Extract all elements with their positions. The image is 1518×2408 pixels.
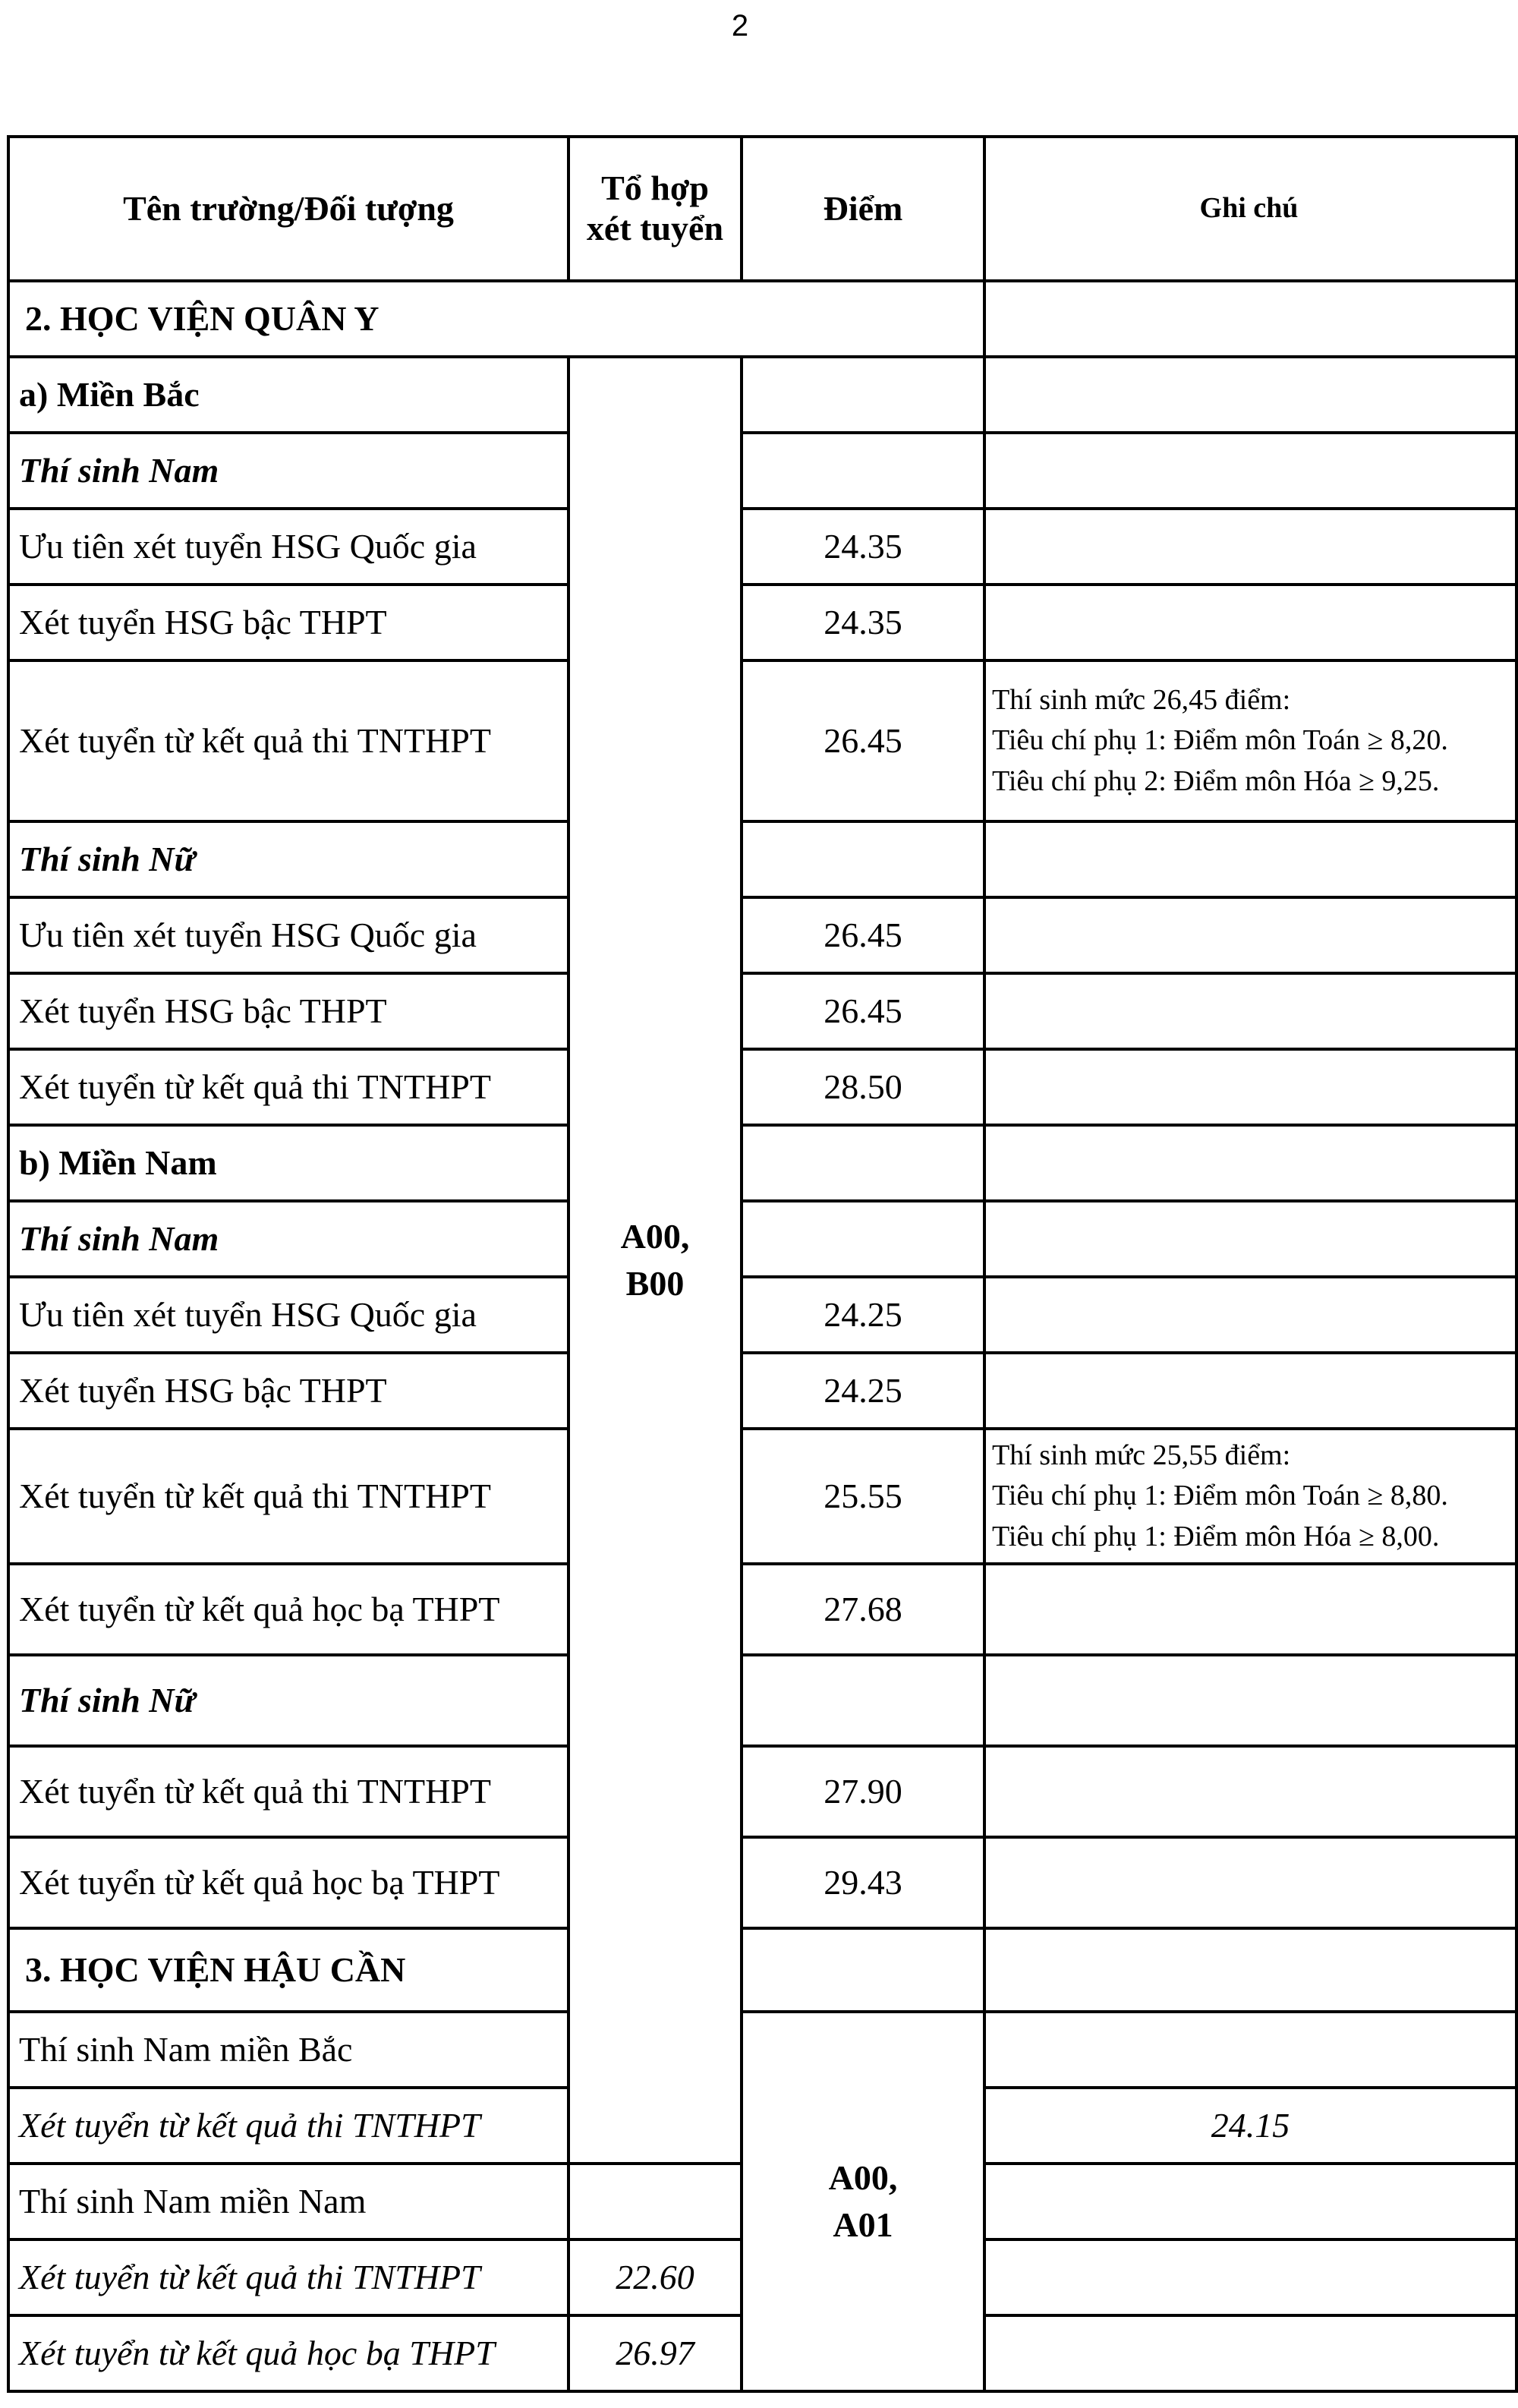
note-cell [984, 821, 1516, 897]
table-row [8, 2012, 1516, 2088]
table-row [8, 897, 1516, 973]
note-cell [984, 1746, 1516, 1837]
header-note: Ghi chú [984, 137, 1516, 281]
group-label: Thí sinh Nam miền Nam [8, 2164, 568, 2239]
region-label: b) Miền Nam [8, 1125, 568, 1201]
score-cell: 26.45 [742, 660, 984, 821]
header-school: Tên trường/Đối tượng [8, 137, 568, 281]
table-row [8, 1353, 1516, 1429]
table-row [8, 973, 1516, 1049]
row-label: Xét tuyển từ kết quả học bạ THPT [8, 1837, 568, 1928]
note-cell [984, 1655, 1516, 1746]
section-title: 3. HỌC VIỆN HẬU CẦN [8, 1928, 984, 2012]
score-cell [568, 2164, 742, 2239]
group-label: Thí sinh Nữ [8, 821, 568, 897]
note-cell [984, 433, 1516, 509]
row-label: Ưu tiên xét tuyển HSG Quốc gia [8, 509, 568, 585]
table-row [8, 1201, 1516, 1277]
row-label: Xét tuyển từ kết quả thi TNTHPT [8, 660, 568, 821]
note-cell [984, 1928, 1516, 2012]
score-cell: 24.25 [742, 1353, 984, 1429]
note-cell [984, 1837, 1516, 1928]
row-label: Xét tuyển từ kết quả thi TNTHPT [8, 1429, 568, 1564]
group-label: Thí sinh Nam [8, 1201, 568, 1277]
table-row [8, 433, 1516, 509]
region-label: a) Miền Bắc [8, 357, 568, 433]
table-row [8, 1746, 1516, 1837]
row-label: Xét tuyển từ kết quả thi TNTHPT [8, 1049, 568, 1125]
score-cell: 28.50 [742, 1049, 984, 1125]
score-cell [742, 433, 984, 509]
note-cell [984, 585, 1516, 660]
admission-scores-table [7, 135, 1518, 2393]
section-title: 2. HỌC VIỆN QUÂN Y [8, 281, 984, 357]
row-label: Xét tuyển từ kết quả thi TNTHPT [8, 1746, 568, 1837]
table-row [8, 1837, 1516, 1928]
score-cell: 24.25 [742, 1277, 984, 1353]
row-label: Xét tuyển HSG bậc THPT [8, 1353, 568, 1429]
header-combo [568, 137, 742, 281]
score-cell: 22.60 [568, 2239, 742, 2315]
score-cell [742, 1201, 984, 1277]
table-row [8, 1125, 1516, 1201]
row-label: Xét tuyển từ kết quả học bạ THPT [8, 1564, 568, 1655]
table-row [8, 357, 1516, 433]
note-cell [984, 1564, 1516, 1655]
header-combo-line1: Tổ hợp [601, 169, 709, 208]
table-row [8, 1564, 1516, 1655]
combo-line1: A00, [828, 2157, 898, 2197]
table-row [8, 1655, 1516, 1746]
score-cell [984, 2012, 1516, 2088]
note-cell [984, 1277, 1516, 1353]
score-cell: 26.45 [742, 897, 984, 973]
score-cell [742, 1655, 984, 1746]
group-label: Thí sinh Nam miền Bắc [8, 2012, 568, 2088]
score-cell: 26.97 [568, 2315, 742, 2391]
note-cell [984, 281, 1516, 357]
section-row [8, 1928, 1516, 2012]
note-cell [984, 2315, 1516, 2391]
note-cell [984, 1049, 1516, 1125]
note-cell [984, 1201, 1516, 1277]
note-cell [984, 509, 1516, 585]
row-label: Xét tuyển từ kết quả học bạ THPT [8, 2315, 568, 2391]
note-line: Thí sinh mức 26,45 điểm: [992, 684, 1291, 717]
row-label: Xét tuyển từ kết quả thi TNTHPT [8, 2239, 568, 2315]
note-line: Tiêu chí phụ 1: Điểm môn Hóa ≥ 8,00. [992, 1520, 1440, 1552]
score-cell: 26.45 [742, 973, 984, 1049]
score-cell [742, 1125, 984, 1201]
score-cell: 25.55 [742, 1429, 984, 1564]
table-row [8, 821, 1516, 897]
combo-cell [568, 357, 742, 2164]
combo-cell [742, 2012, 984, 2391]
score-cell: 27.68 [742, 1564, 984, 1655]
table-row [8, 1277, 1516, 1353]
note-cell [984, 973, 1516, 1049]
score-cell: 29.43 [742, 1837, 984, 1928]
note-cell [984, 2239, 1516, 2315]
note-line: Tiêu chí phụ 1: Điểm môn Toán ≥ 8,80. [992, 1480, 1448, 1512]
note-line: Thí sinh mức 25,55 điểm: [992, 1439, 1291, 1472]
note-line: Tiêu chí phụ 1: Điểm môn Toán ≥ 8,20. [992, 724, 1448, 757]
header-score: Điểm [742, 137, 984, 281]
combo-line2: A01 [833, 2205, 893, 2244]
score-cell: 24.15 [984, 2088, 1516, 2164]
row-label: Ưu tiên xét tuyển HSG Quốc gia [8, 897, 568, 973]
group-label: Thí sinh Nữ [8, 1655, 568, 1746]
note-cell [984, 357, 1516, 433]
combo-line1: A00, [620, 1216, 690, 1256]
table-row [8, 1429, 1516, 1564]
note-cell [984, 1125, 1516, 1201]
note-cell [984, 897, 1516, 973]
row-label: Xét tuyển HSG bậc THPT [8, 585, 568, 660]
note-cell [984, 1429, 1516, 1564]
row-label: Ưu tiên xét tuyển HSG Quốc gia [8, 1277, 568, 1353]
page-number: 2 [731, 9, 749, 43]
table-header-row [8, 137, 1516, 281]
score-cell [742, 357, 984, 433]
score-cell [742, 821, 984, 897]
group-label: Thí sinh Nam [8, 433, 568, 509]
header-combo-line2: xét tuyển [586, 209, 724, 247]
table-row [8, 1049, 1516, 1125]
combo-line2: B00 [625, 1264, 685, 1303]
score-cell: 24.35 [742, 585, 984, 660]
note-line: Tiêu chí phụ 2: Điểm môn Hóa ≥ 9,25. [992, 764, 1440, 797]
note-cell [984, 2164, 1516, 2239]
section-row [8, 281, 1516, 357]
note-cell [984, 660, 1516, 821]
note-cell [984, 1353, 1516, 1429]
row-label: Xét tuyển HSG bậc THPT [8, 973, 568, 1049]
table-row [8, 585, 1516, 660]
table-row [8, 509, 1516, 585]
table-row [8, 660, 1516, 821]
score-cell: 24.35 [742, 509, 984, 585]
row-label: Xét tuyển từ kết quả thi TNTHPT [8, 2088, 568, 2164]
score-cell: 27.90 [742, 1746, 984, 1837]
